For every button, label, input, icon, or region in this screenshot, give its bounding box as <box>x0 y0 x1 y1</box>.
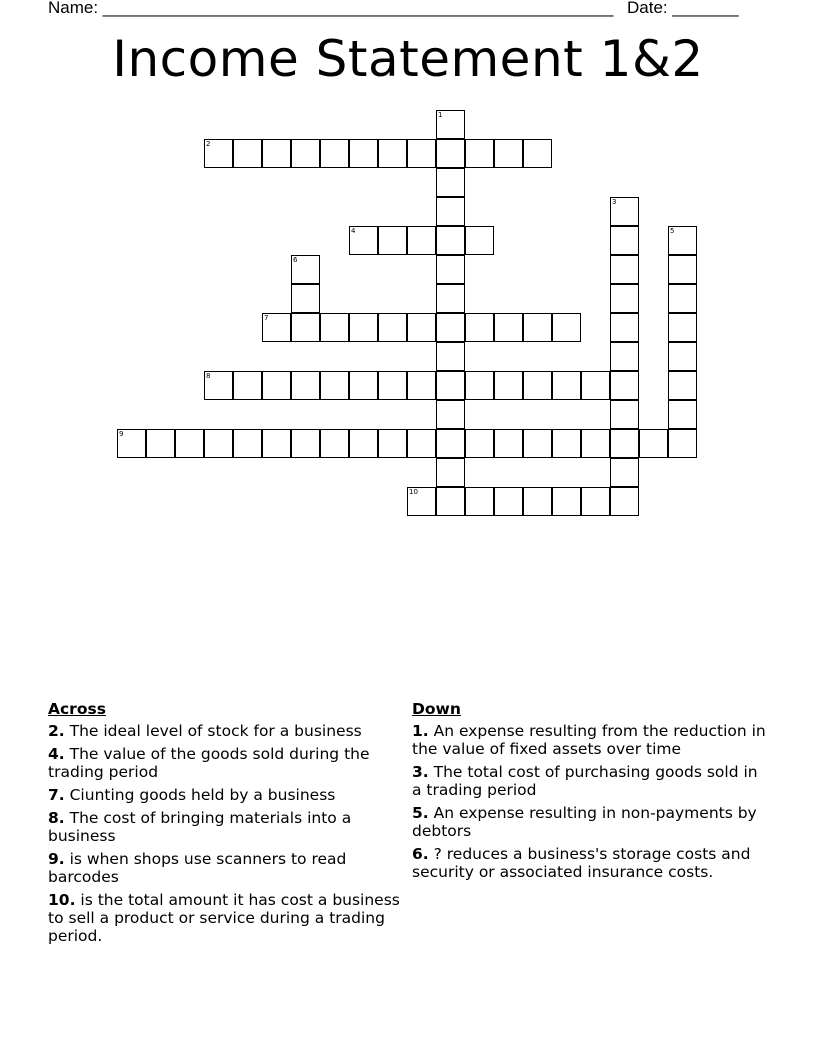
crossword-cell[interactable] <box>349 429 378 458</box>
crossword-cell[interactable] <box>610 313 639 342</box>
cell-number: 4 <box>351 227 356 235</box>
crossword-cell[interactable] <box>436 487 465 516</box>
crossword-cell[interactable] <box>291 429 320 458</box>
crossword-cell[interactable] <box>378 313 407 342</box>
clue-number: 8. <box>48 809 65 827</box>
crossword-cell[interactable] <box>494 429 523 458</box>
crossword-cell[interactable] <box>436 197 465 226</box>
crossword-cell[interactable] <box>610 284 639 313</box>
crossword-cell[interactable] <box>204 139 233 168</box>
crossword-cell[interactable] <box>436 313 465 342</box>
crossword-cell[interactable] <box>378 371 407 400</box>
crossword-cell[interactable] <box>668 255 697 284</box>
crossword-cell[interactable] <box>436 458 465 487</box>
crossword-cell[interactable] <box>581 487 610 516</box>
crossword-cell[interactable] <box>668 284 697 313</box>
crossword-cell[interactable] <box>610 255 639 284</box>
crossword-cell[interactable] <box>610 458 639 487</box>
date-field-label: Date: _______ <box>627 0 739 17</box>
crossword-cell[interactable] <box>668 226 697 255</box>
clue-number: 4. <box>48 745 65 763</box>
crossword-cell[interactable] <box>610 429 639 458</box>
crossword-cell[interactable] <box>291 284 320 313</box>
down-clues <box>412 700 772 886</box>
crossword-cell[interactable] <box>523 487 552 516</box>
crossword-cell[interactable] <box>610 226 639 255</box>
crossword-cell[interactable] <box>668 313 697 342</box>
crossword-cell[interactable] <box>262 313 291 342</box>
crossword-cell[interactable] <box>407 429 436 458</box>
down-clue <box>412 722 772 758</box>
crossword-cell[interactable] <box>610 487 639 516</box>
crossword-cell[interactable] <box>494 371 523 400</box>
clue-text: is when shops use scanners to read barcodes <box>48 850 347 886</box>
crossword-cell[interactable] <box>233 139 262 168</box>
crossword-cell[interactable] <box>610 400 639 429</box>
crossword-cell[interactable] <box>378 429 407 458</box>
clue-number: 5. <box>412 804 429 822</box>
crossword-cell[interactable] <box>523 313 552 342</box>
crossword-cell[interactable] <box>436 429 465 458</box>
crossword-cell[interactable] <box>523 371 552 400</box>
name-field-label: Name: ______________________________________________________ <box>48 0 614 17</box>
clue-text: An expense resulting from the reduction in the value of fixed assets over time <box>412 722 766 758</box>
crossword-cell[interactable] <box>204 429 233 458</box>
crossword-cell[interactable] <box>175 429 204 458</box>
crossword-cell[interactable] <box>494 487 523 516</box>
crossword-cell[interactable] <box>436 371 465 400</box>
crossword-cell[interactable] <box>204 371 233 400</box>
down-clue <box>412 804 772 840</box>
crossword-cell[interactable] <box>407 371 436 400</box>
cell-number: 1 <box>438 111 443 119</box>
crossword-cell[interactable] <box>436 284 465 313</box>
crossword-cell[interactable] <box>465 487 494 516</box>
crossword-cell[interactable] <box>552 371 581 400</box>
crossword-cell[interactable] <box>291 255 320 284</box>
crossword-cell[interactable] <box>291 371 320 400</box>
clue-text: The ideal level of stock for a business <box>64 722 362 740</box>
clue-number: 7. <box>48 786 65 804</box>
crossword-cell[interactable] <box>668 371 697 400</box>
crossword-cell[interactable] <box>610 342 639 371</box>
crossword-cell[interactable] <box>581 429 610 458</box>
down-clue <box>412 763 772 799</box>
crossword-cell[interactable] <box>291 139 320 168</box>
crossword-cell[interactable] <box>407 139 436 168</box>
crossword-cell[interactable] <box>523 139 552 168</box>
crossword-cell[interactable] <box>378 226 407 255</box>
crossword-cell[interactable] <box>465 429 494 458</box>
cell-number: 2 <box>206 140 211 148</box>
crossword-cell[interactable] <box>668 400 697 429</box>
clue-number: 9. <box>48 850 65 868</box>
clue-text: ? reduces a business's storage costs and security or associated insurance costs. <box>412 845 751 881</box>
crossword-cell[interactable] <box>349 226 378 255</box>
clue-number: 6. <box>412 845 429 863</box>
page-title: Income Statement 1&2 <box>112 30 704 88</box>
crossword-cell[interactable] <box>407 487 436 516</box>
crossword-cell[interactable] <box>291 313 320 342</box>
crossword-cell[interactable] <box>523 429 552 458</box>
crossword-cell[interactable] <box>610 197 639 226</box>
crossword-cell[interactable] <box>668 429 697 458</box>
crossword-cell[interactable] <box>349 313 378 342</box>
crossword-cell[interactable] <box>349 371 378 400</box>
crossword-cell[interactable] <box>436 226 465 255</box>
crossword-cell[interactable] <box>581 371 610 400</box>
clue-number: 2. <box>48 722 65 740</box>
crossword-cell[interactable] <box>262 429 291 458</box>
clue-number: 10. <box>48 891 76 909</box>
crossword-cell[interactable] <box>233 429 262 458</box>
clue-text: Ciunting goods held by a business <box>64 786 336 804</box>
clue-number: 3. <box>412 763 429 781</box>
crossword-cell[interactable] <box>494 313 523 342</box>
crossword-cell[interactable] <box>436 110 465 139</box>
crossword-cell[interactable] <box>552 313 581 342</box>
down-clue <box>412 845 772 881</box>
crossword-cell[interactable] <box>436 139 465 168</box>
across-clue <box>48 891 400 945</box>
across-heading: Across <box>48 700 106 718</box>
cell-number: 10 <box>409 488 418 496</box>
crossword-cell[interactable] <box>668 342 697 371</box>
crossword-cell[interactable] <box>378 139 407 168</box>
crossword-cell[interactable] <box>465 226 494 255</box>
clue-text: The cost of bringing materials into a business <box>48 809 352 845</box>
crossword-cell[interactable] <box>407 226 436 255</box>
crossword-cell[interactable] <box>494 139 523 168</box>
crossword-cell[interactable] <box>436 342 465 371</box>
cell-number: 7 <box>264 314 269 322</box>
crossword-cell[interactable] <box>552 429 581 458</box>
clue-text: is the total amount it has cost a business to sell a product or service during a trading period. <box>48 891 400 945</box>
crossword-cell[interactable] <box>146 429 175 458</box>
clue-text: The total cost of purchasing goods sold in a trading period <box>412 763 758 799</box>
crossword-cell[interactable] <box>320 139 349 168</box>
crossword-cell[interactable] <box>436 255 465 284</box>
across-clues <box>48 700 400 950</box>
crossword-cell[interactable] <box>465 139 494 168</box>
cell-number: 6 <box>293 256 298 264</box>
across-clue <box>48 745 400 781</box>
crossword-cell[interactable] <box>117 429 146 458</box>
crossword-cell[interactable] <box>639 429 668 458</box>
crossword-cell[interactable] <box>262 371 291 400</box>
down-heading: Down <box>412 700 461 718</box>
across-clue <box>48 850 400 886</box>
cell-number: 3 <box>612 198 617 206</box>
across-clue <box>48 786 400 804</box>
crossword-cell[interactable] <box>436 400 465 429</box>
across-clue <box>48 722 400 740</box>
clue-text: An expense resulting in non-payments by debtors <box>412 804 757 840</box>
crossword-cell[interactable] <box>407 313 436 342</box>
cell-number: 8 <box>206 372 211 380</box>
crossword-cell[interactable] <box>436 168 465 197</box>
across-clue <box>48 809 400 845</box>
cell-number: 9 <box>119 430 124 438</box>
crossword-cell[interactable] <box>465 313 494 342</box>
crossword-cell[interactable] <box>465 371 494 400</box>
crossword-cell[interactable] <box>262 139 291 168</box>
clue-number: 1. <box>412 722 429 740</box>
crossword-cell[interactable] <box>552 487 581 516</box>
crossword-cell[interactable] <box>349 139 378 168</box>
crossword-cell[interactable] <box>233 371 262 400</box>
crossword-cell[interactable] <box>320 313 349 342</box>
cell-number: 5 <box>670 227 675 235</box>
crossword-cell[interactable] <box>320 429 349 458</box>
crossword-cell[interactable] <box>610 371 639 400</box>
crossword-cell[interactable] <box>320 371 349 400</box>
clue-text: The value of the goods sold during the trading period <box>48 745 370 781</box>
